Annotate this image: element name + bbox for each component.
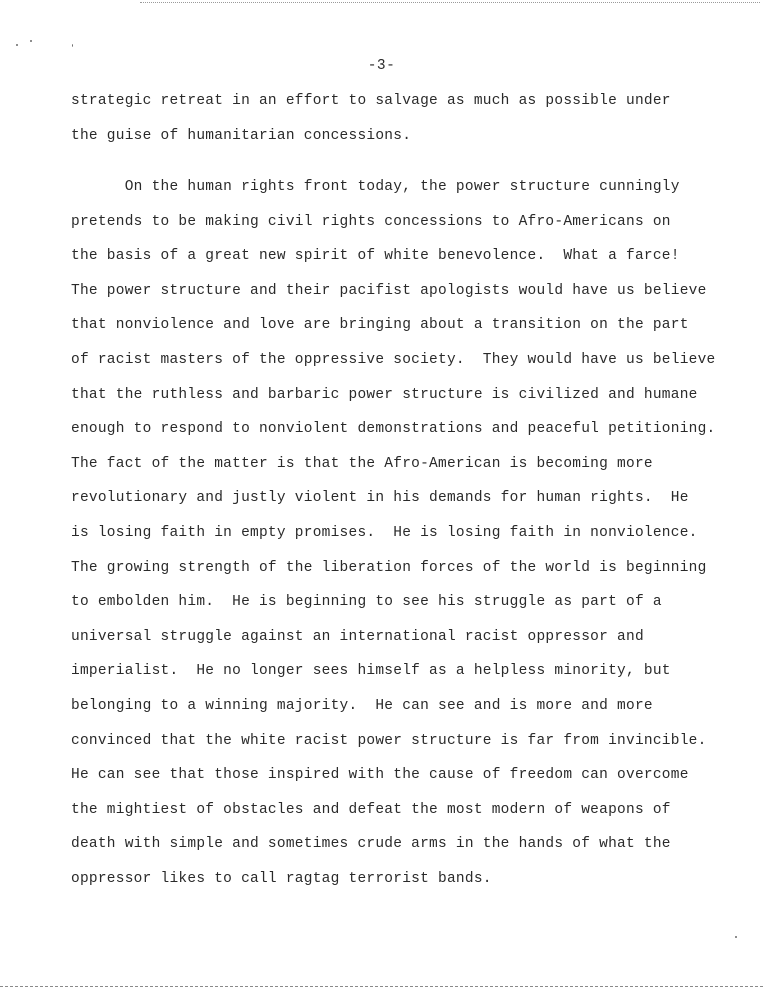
text-line: imperialist. He no longer sees himself as a helpless minority, but [71, 663, 671, 680]
text-line: universal struggle against an international racist oppressor and [71, 628, 644, 645]
text-line: that the ruthless and barbaric power structure is civilized and humane [71, 386, 698, 403]
text-line: the guise of humanitarian concessions. [71, 127, 412, 144]
paragraph-1 [71, 84, 671, 153]
text-line: revolutionary and justly violent in his demands for human rights. He [71, 490, 689, 507]
text-line: to embolden him. He is beginning to see his struggle as part of a [71, 594, 662, 611]
text-line: The growing strength of the liberation forces of the world is beginning [71, 559, 707, 576]
scan-speck [30, 40, 32, 42]
scan-speck [16, 44, 18, 46]
top-scan-border [140, 2, 760, 3]
text-line: pretends to be making civil rights concessions to Afro-Americans on [71, 213, 671, 230]
scan-speck [735, 936, 737, 938]
text-line: enough to respond to nonviolent demonstrations and peaceful petitioning. [71, 421, 716, 438]
text-line: The fact of the matter is that the Afro-American is becoming more [71, 455, 653, 472]
text-line: death with simple and sometimes crude arms in the hands of what the [71, 836, 671, 853]
page-number: -3- [367, 58, 396, 74]
text-line: strategic retreat in an effort to salvage as much as possible under [71, 93, 671, 109]
text-line: belonging to a winning majority. He can see and is more and more [71, 697, 653, 714]
text-line: of racist masters of the oppressive society. They would have us believe [71, 351, 716, 368]
text-line: the mightiest of obstacles and defeat the most modern of weapons of [71, 801, 671, 818]
paragraph-2 [71, 170, 716, 896]
text-line: On the human rights front today, the power structure cunningly [71, 179, 680, 195]
text-line: convinced that the white racist power structure is far from invincible. [71, 732, 707, 749]
bottom-scan-border [0, 986, 763, 987]
text-line: that nonviolence and love are bringing about a transition on the part [71, 317, 689, 334]
scan-speck [72, 44, 73, 47]
text-line: The power structure and their pacifist apologists would have us believe [71, 282, 707, 299]
text-line: oppressor likes to call ragtag terrorist bands. [71, 870, 492, 887]
text-line: He can see that those inspired with the cause of freedom can overcome [71, 767, 689, 784]
text-line: is losing faith in empty promises. He is losing faith in nonviolence. [71, 524, 698, 541]
text-line: the basis of a great new spirit of white benevolence. What a farce! [71, 248, 680, 265]
